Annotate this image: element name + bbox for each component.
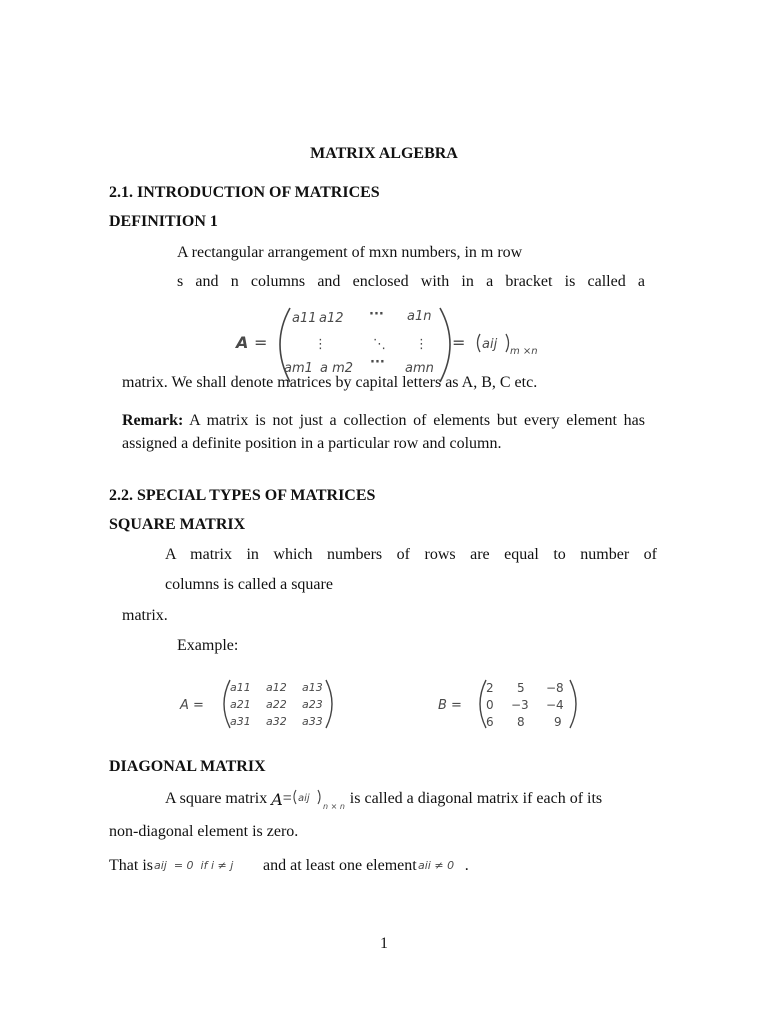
cell-r3c4: amn [405,361,434,376]
cell-r1c2: a12 [319,311,344,326]
cell-r3c3: ··· [370,355,385,370]
matrix-b-cell: −3 [511,698,529,712]
matrix-b-cell: −8 [546,681,564,695]
matrix-a-right-paren [326,680,332,728]
matrix-b-cell: 9 [554,715,562,729]
diagonal-line-2: non-diagonal element is zero. [109,823,299,840]
section-heading-2-2: 2.2. SPECIAL TYPES OF MATRICES [109,487,376,504]
rhs-equals: = [452,333,466,352]
cell-r3c1: am1 [284,361,313,376]
definition-line-3: matrix. We shall denote matrices by capital letters as A, B, C etc. [122,374,538,391]
rhs-left-paren [478,334,481,352]
diagonal-var-a: A [271,790,283,809]
diag-sub: n × n [322,802,345,811]
remark-label: Remark: [122,412,184,429]
section-heading-2-1: 2.1. INTRODUCTION OF MATRICES [109,184,380,201]
diagonal-line-1-pre: A square matrix [165,790,272,807]
matrix-b-cell: 5 [517,681,525,695]
square-line-3: matrix. [122,607,168,624]
matrix-a-cell: a13 [302,681,323,694]
matrix-b-cell: 8 [517,715,525,729]
square-line-1: A matrix in which numbers of rows are equal to number of [165,546,657,563]
diagonal-line-3-end: . [464,857,469,874]
definition-line-1: A rectangular arrangement of mxn numbers, in m row [177,244,523,261]
diagonal-line-3 [109,857,469,876]
matrix-a-cell: a12 [266,681,287,694]
matrix-a-lhs: A = [180,698,204,713]
diagonal-equals: = [282,790,292,807]
matrix-a-cell: a22 [266,698,287,711]
rhs-subscript: m ×n [510,346,538,357]
square-line-2: columns is called a square [165,576,333,593]
page-number: 1 [380,935,388,952]
condition-1: aij = 0 if i ≠ j [154,859,234,872]
example-matrix-a [176,676,341,732]
matrix-b-lhs: B = [438,698,462,713]
diagonal-line-3-mid: and at least one element [259,857,417,874]
matrix-a-cell: a11 [230,681,251,694]
rhs-right-paren [506,334,509,352]
cell-r2c4: ⋮ [415,337,428,352]
matrix-b-cell: 0 [486,698,494,712]
rhs-element: aij [482,337,498,352]
matrix-a-cell: a32 [266,715,287,728]
condition-1-image [153,856,259,876]
cell-r1c1: a11 [292,311,317,326]
matrix-b-cell: 2 [486,681,494,695]
matrix-a-cell: a33 [302,715,323,728]
matrix-a-cell: a23 [302,698,323,711]
cell-r1c3: ··· [369,307,384,322]
diagonal-line-1-post: is called a diagonal matrix if each of its [349,790,603,807]
cell-r2c1: ⋮ [314,337,327,352]
example-matrix-b [436,676,586,732]
right-paren [440,308,450,382]
diagonal-line-1 [165,790,602,812]
remark-paragraph [122,409,645,455]
page-title: MATRIX ALGEBRA [310,145,458,162]
matrix-b-cell: 6 [486,715,494,729]
cell-r1c4: a1n [407,309,432,324]
definition-line-2: s and n columns and enclosed with in a bracket is called a [177,273,645,290]
eq-lhs: A [236,333,249,352]
eq-equals: = [254,333,268,352]
example-label: Example: [177,637,239,654]
diagonal-aij-image [292,786,350,812]
cell-r2c3: ⋱ [373,337,386,352]
matrix-b-cell: −4 [546,698,564,712]
matrix-a-cell: a31 [230,715,251,728]
square-matrix-heading: SQUARE MATRIX [109,516,246,533]
diagonal-line-3-pre: That is [109,857,153,874]
matrix-a-cell: a21 [230,698,251,711]
diag-elem: aij [297,793,310,804]
diagonal-matrix-heading: DIAGONAL MATRIX [109,758,266,775]
remark-text: A matrix is not just a collection of elements but every element has assigned a definite position in a particular row and column. [122,412,645,452]
definition-heading: DEFINITION 1 [109,213,218,230]
cell-r3c2: a m2 [320,361,354,376]
matrix-b-right-paren [570,680,576,728]
condition-2-image [417,856,465,876]
condition-2: aii ≠ 0 [417,859,454,872]
